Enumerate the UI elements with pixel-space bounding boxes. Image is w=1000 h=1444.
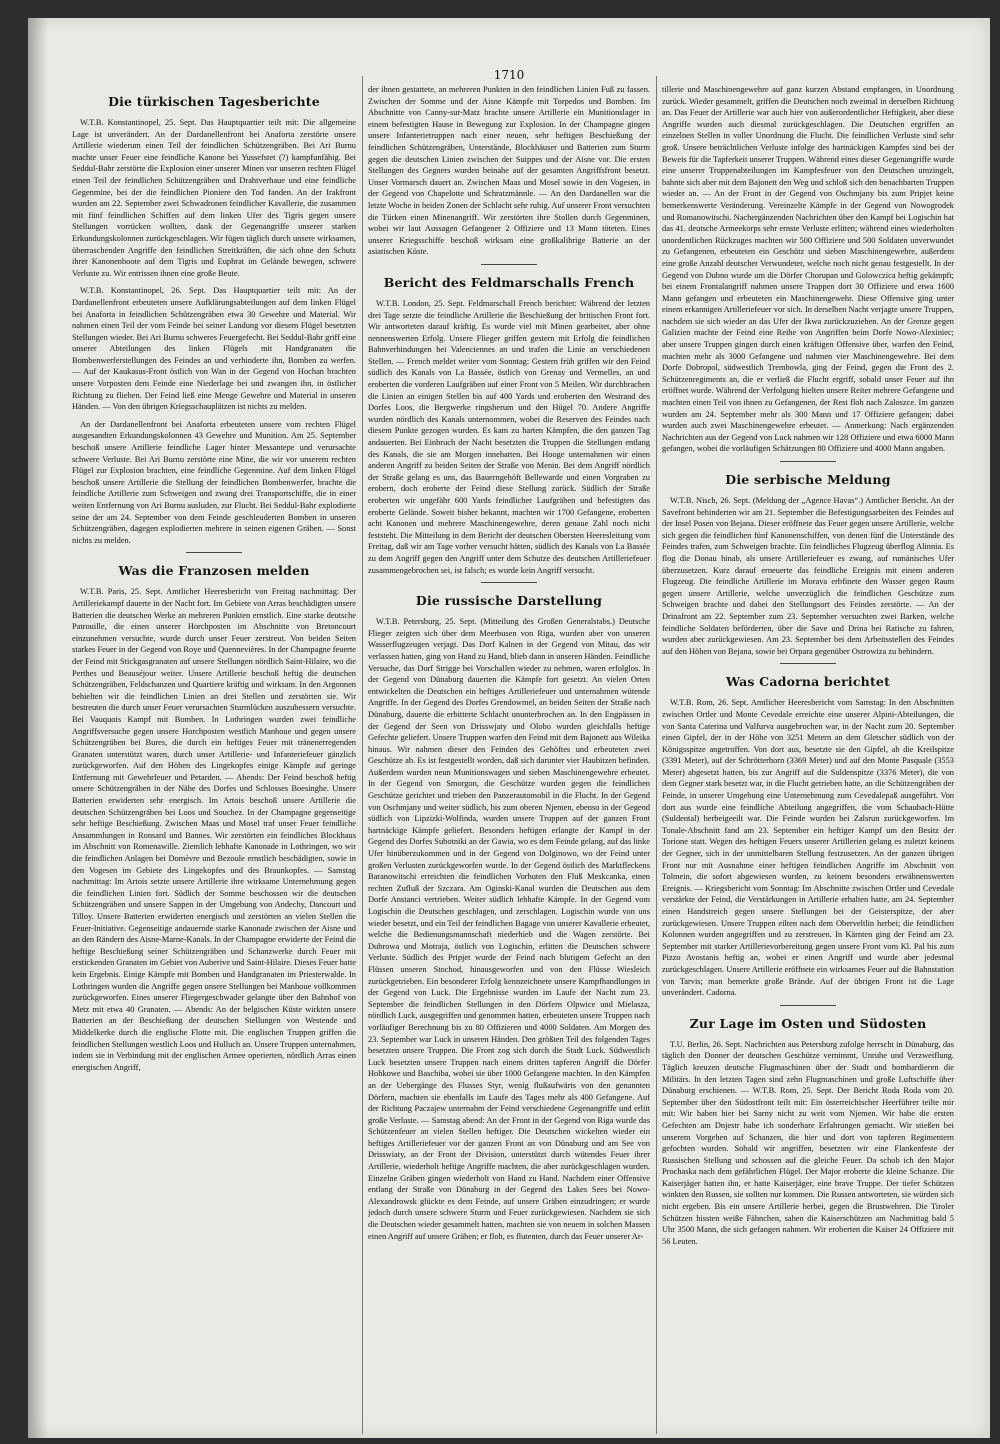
page-number: 1710 [493, 68, 525, 82]
separator [780, 461, 836, 462]
headline-turkish-reports: Die türkischen Tagesberichte [108, 94, 320, 109]
newspaper-page [28, 18, 990, 1438]
column-left [72, 84, 356, 1434]
column-rule [656, 76, 657, 1434]
article-paragraph: W.T.B. London, 25. Sept. Feldmarschall French berichtet: Während der letzten drei Tage setzte die feindliche Artillerie die Beschießung der britischen Front fort. Wir antworteten darauf kräftig. Es wurde viel mit Minen gearbeitet, aber ohne nennenswerten Erfolg. Unsere Flieger griffen gestern mit Erfolg die feindlichen Bahnverbindungen bei Valenciennes an und trafen die Linie an verschiedenen Stellen. — French meldet weiter vom Sonntag: Gestern früh griffen wir den Feind südlich des Kanals von La Bassée, östlich von Grenay und Vermelles, an und eroberten die vorderen Laufgräben auf einer Front von 5 Meilen. Wir durchbrachen die Linien an einigen Stellen bis auf 400 Yards und eroberten den Westrand des Dorfes Loos, die Bergwerke ringsherum und den Hügel 70. Andere Angriffe wurden nördlich des Kanals unternommen, wobei die Reserven des Feindes nach diesem Punkte gezogen wurden. Es kam zu harten Kämpfen, die den ganzen Tag andauerten. Bei Einbruch der Nacht besetzten die Truppen die Stellungen entlang des Kanals, die sie am Morgen innehatten. Bei Hooge unternahmen wir einen anderen Angriff zu beiden Seiten der Straße von Menin. Bei dem Angriff nördlich der Straße gelang es uns, das Bauerngehöft Bellewarde und einen Vorgraben zu erobern, doch eroberte der Feind diese Stellung zurück. Südlich der Straße eroberten wir ungefähr 600 Yards feindlicher Laufgräben und befestigten das eroberte Gelände. Soweit bisher bekannt, machten wir 1700 Gefangene, eroberten acht Kanonen und mehrere Maschinengewehre, deren genaue Zahl noch nicht feststeht. Die Mitteilung in dem Bericht der deutschen Obersten Heeresleitung vom Freitag, daß wir am Tage vorher versucht hätten, südlich des Kanals von La Bassée zu dem Angriff gegen den Angriff unter dem Schutze des deutschen Artilleriefeuer zusammengebrochen sei, ist falsch; es wurde kein Angriff versucht. [368, 298, 650, 575]
separator [186, 552, 242, 553]
headline-french-reports: Was die Franzosen melden [118, 563, 310, 579]
page-fold-shadow [28, 18, 48, 1438]
headline-russian-account: Die russische Darstellung [415, 593, 603, 609]
article-paragraph: W.T.B. Konstantinopel, 26. Sept. Das Hauptquartier teilt mit: An der Dardanellenfront erbeuteten unsere Aufklärungsabteilungen auf dem linken Flügel bei Anaforta in feindlichen Schützengräben etwa 30 Gewehre und Material. Wir nahmen einen Teil der vom Feinde bei seiner Landung vor diesem Flügel besetzten Stellungen wieder. Bei Ari Burnu schweres Feuergefecht. Bei Seddul-Bahr griff eine unserer Abteilungen des linken Flügels mit Handgranaten die Bombenwerferstellungen des Feindes an und verhinderte ihn, Bomben zu werfen. — Auf der Kaukasus-Front östlich von Wan in der Gegend von Hochan brachten unsere Vorposten dem Feinde eine Niederlage bei und zwangen ihn, in östlicher Richtung zu fliehen. Der Feind ließ eine Menge Gewehre und Material in unseren Händen. — Von den übrigen Kriegsschauplätzen ist nichts zu melden. [72, 286, 356, 412]
separator [481, 582, 537, 583]
separator [780, 1005, 836, 1006]
article-paragraph: T.U. Berlin, 26. Sept. Nachrichten aus Petersburg zufolge herrscht in Dünaburg, das täglich den Donner der deutschen Geschütze vernimmt, Unruhe und Verzweiflung. Täglich kreuzen deutsche Flugmaschinen über der Stadt und bombardieren die Militärs. In den letzten Tagen sind zehn Flugmaschinen und große Luftschiffe über Dünaburg erschienen. — W.T.B. Rom, 25. Sept. Der Bericht Roda Roda vom 20. September über den Südostfront teilt mit: Ein österreichischer Heerführer teilte mir mit: Wir haben hier bei Sarny nicht zu weit vom Njemen. Wir habe die ersten Gefechten am Dnjestr habe ich sonderbare Erfahrungen gemacht. Wir stießen bei unserem Vorgehen auf Schanzen, die hier und dort von tapferen Regimentern gefochten wurden. Sobald wir angriffen, besetzten wir eine Flankenfeste der Russischen Stellung und schossen auf die gleiche Feuer. Da schob ich den Major Prochaska nach dem gefährlichen Flügel. Der Major eroberte die kleine Schanze. Die Kaiserjäger hatten ihn, er hatte Kaiserjäger, eine brave Truppe. Der tiefer Schützen winkten den Russen, sie sollten nur kommen. Die Russen antworteten, sie würden sich nicht ergeben. Bis ein unsere Artillerie herbei, gegen die Brustwehren. Die Tiroler Schützen hissten weiße Fähnchen, sahen die Kaiserschützen am Nachmittag bald 5 Uhr 3500 Mann, die sich gefangen nahmen. Wir eroberten die Kaiser 24 Offiziere mit 56 Leuten. [662, 1039, 954, 1246]
article-paragraph: W.T.B. Paris, 25. Sept. Amtlicher Heeresbericht von Freitag nachmittag: Der Artilleriekampf dauerte in der Nacht fort. Im Gebiete von Arras beschädigten unsere Batterien die deutschen Werke an mehreren Punkten ernstlich. Eine starke deutsche Patrouille, die einen unserer Horchposten im Abschnitte von Bretoncourt einzunehmen versuchte, wurde durch unser Feuer zerstreut. Von beiden Seiten starkes Feuer in der Gegend von Roye und Quennevières. In der Champagne feuerte der Feind mit Stickgasgranaten auf unsere Stellungen nördlich Saint-Hilaire, wo die Perthes und Beauséjour weiter. Unsere Artillerie beschoß heftig die deutschen Schützengräben, Feldschanzen und Quartiere kräftig und wirksam. In den Argonnen behielten wir die feindlichen Linien an drei Stellen und zerstörten sie. Wir bestreuten die durch unser Feuer verursachten Sturmlücken auszubessern versuchte. Bei Vauquois Kampf mit Bomben. In Lothringen wurden zwei feindliche Angriffsversuche gegen unsere Horchposten westlich Manhoue und gegen unsere Schützengräben bei Bures, die durch ein heftiges Feuer mit tränenerregenden Granaten unterstützt waren, durch unser Artillerie- und Infanteriefeuer gänzlich zurückgeworfen. Auf den Höhen des Lingekopfes einige Kämpfe auf geringe Entfernung mit Gewehrfeuer und Petarden. — Abends: Der Feind beschoß heftig unsere Schützengräben in der Nähe des Dorfes und Schlosses Boesinghe. Unsere Batterien erwiderten sehr energisch. Im Artois beschoß unsere Artillerie die deutschen Schützengräben bei Loos und Souchez. In der Champagne gegenseitige sehr heftige Beschießung. Zwischen Maas und Mosel traf unser Feuer feindliche Ansammlungen in Ronsard und Bannes. Wir zerstörten ein feindliches Blockhaus im Abschnitt von Romenawille. Ziemlich lebhafte Kanonade in Lothringen, wo wir die feindlichen Anlagen bei Domèvre und Bezoule ernstlich beschädigten, sowie in den Vogesen im Gebiete des Lingekopfes und des Braunkopfes. — Samstag nachmittag: Im Artois setzte unsere Artillerie ihre wirksame Unternehmung gegen die feindlichen Linien fort. Südlich der Somme beschossen wir die deutschen Schützengräben und unsere Sappen in der Umgebung von Andechy, Dancourt und Tilloy. Unsere Batterien erwiderten energisch und zerstörten an vielen Stellen die Feuer-Initiative. Gegenseitige andauernde starke Kanonade zwischen der Aisne und an den Rändern des Aisne-Marne-Kanals. In der Champagne erwiderte der Feind die heftige Beschießung seiner Schützengräben und Schanzwerke durch Feuer mit erstickenden Granaten im Gebiet von Auberive und Saint-Hilaire. Dieses Feuer hatte kein Ergebnis. Einige Kämpfe mit Bomben und Handgranaten im Priesterwalde. In Lothringen wurden die Angriffe gegen unsere Stellungen bei Manhoue vollkommen zurückgeworfen. Eines unserer Fliegergeschwader gelangte über den Bahnhof von Metz mit etwa 40 Granaten. — Abends: An der belgischen Küste wirkten unsere Batterien an der Beschießung der deutschen Stellungen von Westende und Middelkerke durch die englische Flotte mit. Die englischen Truppen griffen die feindlichen Stellungen westlich Loos und Hulluch an. Unsere Truppen unternahmen, indem sie in Verbindung mit der englischen Armee operierten, nördlich Arras einen energischen Angriff, [72, 587, 356, 1072]
headline-east-southeast: Zur Lage im Osten und Südosten [689, 1015, 927, 1031]
separator [780, 663, 836, 664]
article-paragraph: der ihnen gestattete, an mehreren Punkten in den feindlichen Linien Fuß zu fassen. Zwischen der Somme und der Aisne Kämpfe mit Torpedos und Bomben. Im Abschnitte von Canny-sur-Matz brachte unsere Artillerie ein Munitionslager in einem befestigten Hause in Bewegung zur Explosion. In der Champagne gingen unsere Infanterietruppen nach einer neuen, sehr heftigen Beschießung der feindlichen Schützengräben, Unterstände, Blockhäuser und Batterien zum Sturm gegen die deutschen Linien zwischen der Suippes und der Aisne vor. Die ersten Stellungen des Gegners wurden beinahe auf der gesamten Angriffsfront besetzt. Unser Vormarsch dauert an. Zwischen Maas und Mosel sowie in den Vogesen, in der Gegend von Chapelotte und Schratzmännle. — An den Dardanellen war die letzte Woche in beiden Zonen der Schlacht sehr ruhig. Auf unserer Front versuchten die Türken einen Minenangriff. Wir zerstörten ihre Stollen durch Gegenminen, wobei wir laut Aussagen Gefangener 2 Offiziere und 13 Mann töteten. Eines unserer Kriegsschiffe beschoß wirksam eine großkalibrige Batterie an der asiatischen Küste. [368, 85, 650, 257]
column-right [662, 84, 954, 1434]
headline-serbian-report: Die serbische Meldung [725, 472, 891, 487]
separator [481, 264, 537, 265]
article-paragraph: W.T.B. Nisch, 26. Sept. (Meldung der „Agence Havas“.) Amtlicher Bericht. An der Savefront behinderten wir am 21. September die Befestigungsarbeiten des Feindes auf der Insel Posen von Bejana. Dieser eröffnete das Feuer gegen unsere Artillerie, welche sich gegen die feindlichen fünf Kanonenschiffen, von denen fünf die Unterstände des Feindes trafen, zum Schweigen brachte. Ein feindliches Flugzeug überflog Alinnia. Es flog die Donau hinab, als unsere Artilleriefeuer es zwang, auf rumänisches Ufer überzusetzen. Kurz darauf erneuerte das feindliche Ereignis mit einem anderen Flugzeug. Die feindliche Artillerie im Morava erbfinete den Wasser gegen Raum gegen unsere Artillerie, welche unverzüglich die feindlichen Geschütze zum Schweigen brachte und dabei den Stellungsort des Feindes zerstörte. — An der Drinafront am 22. September zum 23. September versuchten zwei Barken, welche feindliche Soldaten beförderten, über die Save und Drina bei Ratische zu fahren, wurden aber zurückgewiesen. Am 23. September bei dem Arbeitsstellen des Feindes auf den Höhen von Bejana, sowie bei Orpara gegenüber Ostrowiza zu behindern. [662, 496, 954, 656]
column-middle [368, 84, 650, 1434]
headline-cadorna-report: Was Cadorna berichtet [725, 674, 891, 690]
column-rule [362, 76, 363, 1434]
article-paragraph: W.T.B. Konstantinopel, 25. Sept. Das Hauptquartier teilt mit: Die allgemeine Lage ist unverändert. An der Dardanellenfront bei Anaforta zerstörte unsere Artillerie wiederum einen Teil der feindlichen Schützengräben. Bei Ari Burnu machte unser Feuer eine feindliche Kanone bei Yussefstet (?) kampfunfähig. Bei Seddul-Bahr zerstörte die Explosion einer unserer Minen vor unseren rechten Flügel einen Teil der feindlichen Schützengräben und Drahtverhaue und eine feindliche Gegenmine, bei der die feindlichen Pioniere den Tod fanden. An der Irakfront wurden am 22. September zwei Schwadronen feindlicher Kavallerie, die zusammen mit fünf feindlichen Schiffen auf dem linken Ufer des Tigris gegen unsere Stellungen vorrücken wollten, dank der Gegenangriffe unserer starken Erkundungskolonnen zurückgeschlagen. Wir fügen täglich durch unsere wirksamen, überraschenden Angriffe den feindlichen Streitkräften, die sich ohne den Schutz ihrer Kanonenboote auf dem Tigris und Euphrat im Gelände bewegen, schwere Verluste zu. Wir entrissen ihnen eine große Beute. [72, 118, 356, 278]
article-paragraph: W.T.B. Petersburg, 25. Sept. (Mitteilung des Großen Generalstabs.) Deutsche Flieger zeigten sich über dem Meerbusen von Riga, wurden aber von unseren Wasserflugzeugen verjagt. Das Dorf Kalnen in der Gegend von Mitau, das wir verlassen hatten, ging von Hand zu Hand, blieb dann in unseren Händen. Feindliche Versuche, das Dorf Strigge bei Vorschallen wieder zu nehmen, waren erfolglos. In der Gegend von Dünaburg dauerten die Kämpfe fort gesetzt. An vielen Orten entwickelten die Deutschen ein heftiges Artilleriefeuer und unternahmen wütende Angriffe. In der Gegend des Dorfes Grendowmel, an beiden Seiten der Straße nach Dünaburg, dauerte die erbitterte Schlacht ununterbrochen an. In den Engpässen in der Gegend der Seen von Drisswjaty und Olobo wurden gleichfalls heftige Gefechte geliefert. Unsere Truppen warfen den Feind mit dem Bajonett aus Wileika hinaus. Wir nahmen dieser den Feinden des Gehöftes und erbeuteten zwei Geschütze ab. Es ist festgestellt worden, daß sich darunter vier Haubitzen befinden. Außerdem wurden neun Munitionswagen und sieben Maschinengewehre erbeutet. In der Gegend von Smorgon, die Geschütze wurden gegen die feindlichen Geschütze gerichtet und trieben den Panzerautomobil in die Flucht. In der Gegend von Oschmjany und weiter südlich, bis zum oberen Njemen, ebenso in der Gegend südlich von Lipzizki-Wolfinda, wurden unsere Truppen auf der ganzen Front hartnäckige Kämpfe geliefert. Besonders heftigen erlangte der Kampf in der Gegend des Dorfes Subotniki an der Gawia, wo es dem Feinde gelang, auf das linke Ufer hinüberzukommen und in der Gegend von Dolginowo, wo der Feind unter großen Verlusten zurückgeworfen wurde. In der Gegend östlich des Marktfleckens Baranowitschi erreichten die feindlichen Vorhuten den Fluß Meskcanka, einen rechten Zufluß der Szczara. Am Oginski-Kanal wurden die Deutschen aus dem Dorfe Anstanci vertrieben. Weiter südlich lebhafte Kämpfe. In der Gegend vom Logischin die Deutschen geschlagen, und zerschlagen. Logischin wurde von uns wieder besetzt, und ein Teil der feindlichen Bagage von unserer Kavallerie erbeutet, welche die Bedienungsmannschaft niederhieb und die Wagen zerstörte. Bei Dubrowa und Motraja, östlich von Logischin, erlitten die Deutschen schwere Verluste. Südlich des Pripjet wurde der Feind nach blutigem Gefecht an den Flüssen unseren Stochod, hinausgeworfen und von den Flüsse Wiesleich zurückgetrieben. Ein besonderer Erfolg kennzeichnete unsere Kampfhandlungen in der Gegend von Luck. Die Ergebnisse wurden im Laufe der Nacht zum 23. September die feindlichen Stellungen in den Dörfern Olpwice und Mielasza, nördlich Luck, ausgegriffen und genommen hatten, erbeuteten unsere Truppen nach vorläufiger Berechnung bis zu 80 Offizieren und 4000 Soldaten. Am Morgen des 23. September war Luck in unseren Händen. Den größten Teil des folgenden Tages besetzten unsere Truppen. Die Front zog sich durch die Stadt Luck. Südwestlich Luck besetzten unsere Truppen nach einem dritten tapferen Angriff die Dörfer Hohkowe und Baschiba, wobei sie über 1000 Gefangene machten. In den Kämpfen an der Uebergänge des Flusses Styr, wenig flußaufwärts von den genannten Dörfern, machten sie ebenfalls im Laufe des Tages mehr als 400 Gefangene. Auf der Richtung Paczajew unternahm der Feind verschiedene Gegenangriffe und erlitt große Verluste. — Samstag abend: An der Front in der Gegend von Riga wurde das Schützenfeuer an vielen Stellen heftiger. Die Deutschen wickelten wieder ein heftiges Artilleriefeuer vor der ganzen Front an von Dünaburg und am See von Drisswiaty, an der Front der Division, unterstützt durch wütendes Feuer ihrer Artillerie, wiederholt heftige Angriffe machten, die aber zurückgeschlagen wurden. Einzelne Gräben gingen wiederholt von Hand zu Hand. Nachdem einer Offensive entlang der Straße von Dünaburg in der Gegend des Lakes Sees bei Nowo-Alexandrowsk glückte es dem Feinde, auf unsere Gräben einzudringen; er wurde jedoch durch unsere schwere Sturm und Feuer zurückgewiesen. Nachdem sie sich die Deutschen wieder gesammelt hatten, machten sie von neuem in solchen Massen einen Angriff auf unsere Gräben; er floh, es flutenten, durch das Feuer unserer Ar- [368, 617, 650, 1241]
article-paragraph: W.T.B. Rom, 26. Sept. Amtlicher Heeresbericht vom Samstag: In den Abschnitten zwischen Ortler und Monte Cevedale erreichte eine unserer Alpini-Abteilungen, die von Santa Caterina und Valfurva ausgebrochen war, in der Nacht zum 20. September einen Gipfel, der in der Höhe von 3251 Metern an dem Gletscher südlich von der Königsspitze angetroffen. Von dort aus, besetzte sie den Gipfel, ab die Kreilspitze (3391 Meter), auf der Schrötterhorn (3369 Meter) und auf den Monte Pasquale (3553 Meter) abgesetzt hatten, bis zur Angriff auf die Suldenspitze (3376 Meter), die von dem Gegner stark besetzt war, in die Flucht getrieben hatte, an die Schützengräben der Feinde, in unserer Umgebung eine Unternehmung zum Cevedalepaß ausgeführt. Von dort aus wurde eine feindliche Abteilung angegriffen, die vom Schaubach-Hütte (Suldental) herbeigeeilt war. Die Feinde wurden bei Zalsrun zurückgeworfen. Im Tonale-Abschnitt fand am 23. September ein heftiger Kampf um den Besitz der Torione statt. Wegen des heftigen Feuers unserer Artillerien gelang es zuletzt keinem der Gegner, sich in der unmittelbaren Stellung festzusetzen. An der ganzen übrigen Front nur mit Ausnahme einer heftigen feindlichen Angriffe im Abschnitt von Tolmein, die sofort abgewiesen wurden, zu keinem besonders erwähnenswerten Ereignis. — Kriegsbericht vom Sonntag: Im Abschnitte zwischen Ortler und Cevedale verstärkte der Feind, die Verstärkungen in Artillerie erhalten hatte, am 24. September einen Handstreich gegen unsere Stellungen bei der Geisterspitze, der aber zurückgewiesen. Unsere Truppen eilten nach dem Oberveltlin herbei; die feindlichen Kolonnen wurden angegriffen und zu zerstreuen. In Kärnten ging der Feind am 23. September mit starker Artillerievorbereitung gegen unsere Front vom Kl. Pal bis zum Pizzo Avostanis heftig an, wobei er einen Angriff und wurde aber jedesmal zurückgeschlagen. Unsere Artillerie eröffnete ein wirksames Feuer auf die Bahnstation von Tarvis; man bemerkte große Brände. Auf der übrigen Front ist die Lage unverändert. Cadorna. [662, 698, 954, 998]
headline-french-fieldmarshal: Bericht des Feldmarschalls French [383, 274, 635, 290]
article-paragraph: tillerie und Maschinengewehre auf ganz kurzen Abstand empfangen, in Unordnung zurück. Wieder gesammelt, griffen die Deutschen noch zweimal in derselben Richtung an. Das Feuer der Artillerie war auch hier von außerordentlicher Heftigkeit, aber diese Angriffe wurden auch diesmal zurückgeschlagen. Die Deutschen ergriffen an einzelnen Stellen in voller Unordnung die Flucht. Die feindlichen Verluste sind sehr groß. Unsere beträchtlichen Verluste infolge des hartnäckigen Kampfes sind bei der Beweis für die Tapferkeit unserer Truppen. Während eines dieser Gegenangriffe wurde eine unserer Truppenabteilungen im Kampfesfeuer von den Deutschen umzingelt, bahnte sich aber mit dem Bajonett den Weg und schloß sich den benachbarten Truppen wieder an. — An der Front in der Gegend von Oschmjany bis zum Pripjet keine bemerkenswerte Veränderung. Vereinzelte Kämpfe in der Gegend von Nowogrodek und Romanowitschi. Nachergänzenden Nachrichten über den Kampf bei Logischin hat das 41. deutsche Armeekorps sehr ernste Verluste erlitten; während eines wiederholten unordentlichen Rückzuges machten wir 500 Offiziere und 500 Soldaten unverwundet zu Gefangenen, erbeuteten ein Geschütz und sieben Maschinengewehre, außerdem eine große Anzahl deutscher Verwundeter, welche noch nicht genau festgestellt. In der Gegend von Dubno wurde um die Dörfer Chorupan und Golowczica heftig gekämpft; bei einem Frontalangriff nahmen unsere Truppen dort 30 Offiziere und etwa 1600 Mann gefangen und erbeuteten ein Maschinengewehr. Diese Offensive ging unter einem erkannigen Artilleriefeuer vor sich. In derselben Nacht verjagte unsere Truppen, nachdem sie sich wieder an das Ufer der Ikwa zurückzuziehen. An der Grenze gegen Galizien machte der Feind eine Reihe von Angriffen beim Dorfe Nowo-Alexiniec; aber unsere Truppen gingen durch einen kräftigen Offensive über, warfen den Feind, machten mehr als 3000 Gefangene und nahmen vier Maschinengewehre. Bei dem Dorfe Dobropol, südwestlich Trembowla, ging der Feind, gegen die Front des 2. Schützenregiments an, die er verließ die Flucht ergriff, sobald unser Feuer auf ihn eröffnet wurde. Während der Verfolgung hielten unsere Reiter mehrere Gefangene und machten einen Teil von ihnen zu Gefangenen, der Rest floh nach Zaloszce. Im ganzen wurden am 24. September mehr als 300 Mann und 17 Offiziere gefangen; dabei wurden auch zwei Maschinengewehre erbeutet. — Anmerkung: Nach ergänzenden Nachrichten aus der Gegend von Luck nahmen wir 128 Offiziere und etwa 6000 Mann gefangen, wobei die vorläufigen Schätzungen 80 Offiziere und 4000 Mann angaben. [662, 85, 954, 454]
article-paragraph: An der Dardanellenfront bei Anaforta erbeuteten unsere vom rechten Flügel ausgesandten Erkundungskolonnen 43 Gewehre und Munition. Am 25. September beschoß unsere Artillerie feindliche Lager hinter Messantepe und verursachte schwere Verluste. Bei Ari Burnu zerstörte eine Mine, die wir vor unserem rechten Flügel zur Explosion brachten, eine feindliche Gegenmine. Auf dem linken Flügel beschoß unsere Artillerie die Stellung der feindlichen Bombenwerfer, brachte die feindliche Artillerie zum Schweigen und zwang drei Transportschiffe, die in einer weiten Entfernung von Ari Burnu ausluden, zur Flucht. Bei Seddul-Bahr explodierte seine der am 24. September von dem Feinde geschleuderten Bomben in unseren Schützengräben, dagegen explodierten mehrere in seinen eigenen Gräben. — Sonst nichts zu melden. [72, 419, 356, 545]
